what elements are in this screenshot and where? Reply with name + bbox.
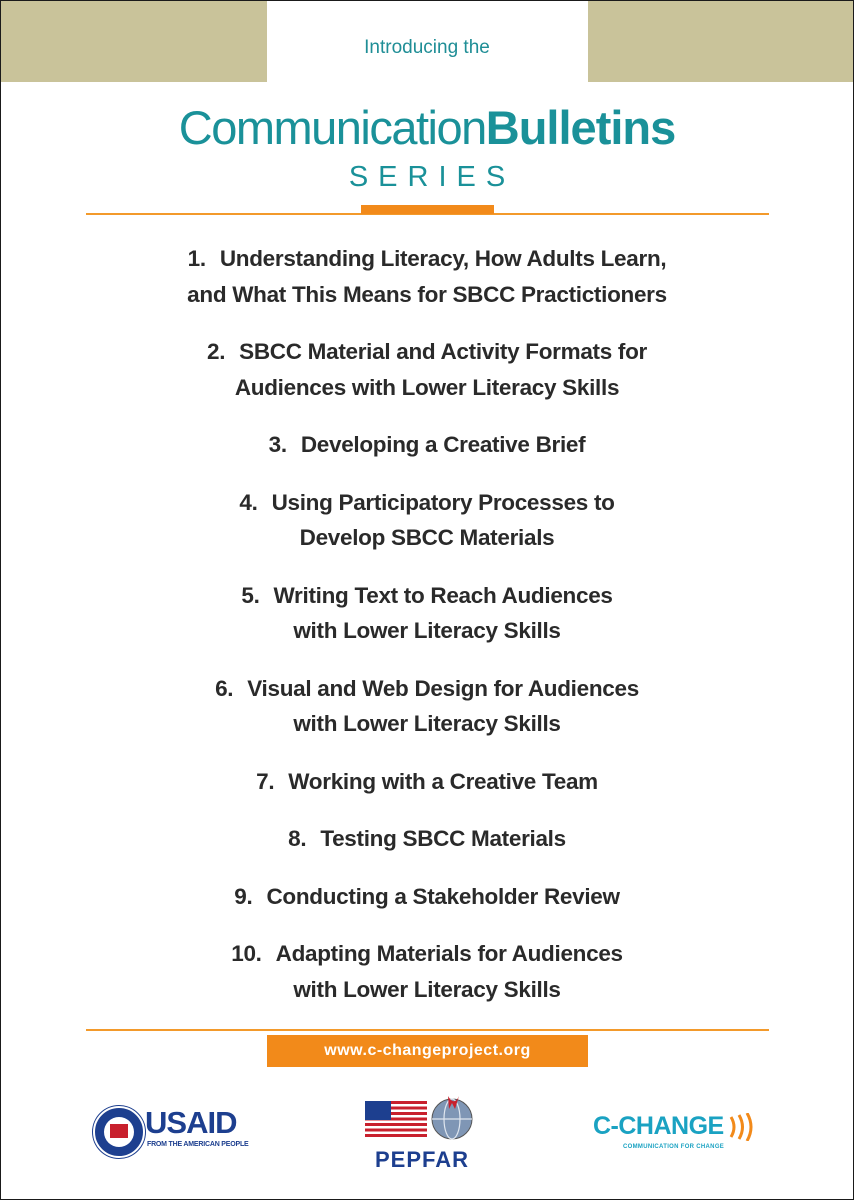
pepfar-name: PEPFAR xyxy=(374,1147,470,1172)
bulletin-title: with Lower Literacy Skills xyxy=(293,976,561,1002)
bulletin-number: 2. xyxy=(206,339,226,364)
bulletin-title: Writing Text to Reach Audiences xyxy=(273,582,613,608)
bulletin-line xyxy=(1,879,853,915)
bulletin-title: with Lower Literacy Skills xyxy=(293,618,561,643)
bulletin-title: Working with a Creative Team xyxy=(288,768,598,794)
title-light: Communication xyxy=(178,101,486,154)
series-subtitle: SERIES xyxy=(348,161,516,193)
bulletin-title: Adapting Materials for Audiences xyxy=(275,941,623,966)
bulletin-item xyxy=(1,821,853,857)
bulletin-item xyxy=(1,936,853,1007)
bulletin-number: 10. xyxy=(231,941,262,966)
bulletin-title: Develop SBCC Materials xyxy=(299,525,555,550)
bulletin-item xyxy=(1,334,853,405)
bulletin-line xyxy=(1,972,853,1008)
bulletin-title: Developing a Creative Brief xyxy=(300,432,586,457)
bulletin-title: Understanding Literacy, How Adults Learn, xyxy=(219,246,667,271)
bulletin-title: Testing SBCC Materials xyxy=(320,826,566,851)
bulletin-number: 9. xyxy=(234,883,253,909)
bulletin-line xyxy=(1,821,853,857)
bulletin-title: Visual and Web Design for Audiences xyxy=(247,675,639,701)
bulletin-line xyxy=(1,706,853,742)
bulletin-line xyxy=(1,671,853,707)
bulletin-title: SBCC Material and Activity Formats for xyxy=(239,339,648,364)
bulletin-title: Using Participatory Processes to xyxy=(271,489,615,515)
us-flag-icon xyxy=(365,1101,427,1137)
logo-row xyxy=(1,1081,853,1191)
bulletin-item xyxy=(1,241,853,312)
cchange-tagline: COMMUNICATION FOR CHANGE xyxy=(623,1144,725,1150)
bulletin-line xyxy=(1,578,853,614)
top-divider-tab xyxy=(361,205,494,214)
bulletin-title: Audiences with Lower Literacy Skills xyxy=(234,374,620,400)
usaid-name: USAID xyxy=(145,1105,237,1140)
bulletin-number: 5. xyxy=(241,582,260,608)
usaid-seal-icon xyxy=(93,1106,145,1158)
bulletin-list xyxy=(1,241,853,1029)
bulletin-title: Conducting a Stakeholder Review xyxy=(266,883,620,909)
bulletin-number: 1. xyxy=(187,246,206,271)
bulletin-line xyxy=(1,241,853,277)
bulletin-line xyxy=(1,764,853,800)
pepfar-logo xyxy=(363,1091,483,1181)
usaid-tagline: FROM THE AMERICAN PEOPLE xyxy=(147,1141,249,1148)
bulletin-line xyxy=(1,520,853,556)
bulletin-line xyxy=(1,613,853,649)
bulletin-item xyxy=(1,485,853,556)
bulletin-number: 7. xyxy=(256,768,275,794)
title-bold: Bulletins xyxy=(485,101,676,154)
bulletin-item xyxy=(1,671,853,742)
cchange-name: C-CHANGE xyxy=(593,1112,724,1140)
intro-text: Introducing the xyxy=(364,37,490,58)
bulletin-title: with Lower Literacy Skills xyxy=(293,711,561,736)
bulletin-line xyxy=(1,277,853,313)
bulletin-item xyxy=(1,764,853,800)
bulletin-number: 4. xyxy=(239,489,258,515)
bulletin-item xyxy=(1,879,853,915)
bulletin-title: and What This Means for SBCC Practictioners xyxy=(187,281,667,307)
bulletin-item xyxy=(1,427,853,463)
page-title xyxy=(1,99,853,157)
website-url[interactable]: www.c-changeproject.org xyxy=(267,1035,588,1067)
bottom-divider xyxy=(86,1029,769,1031)
cchange-logo xyxy=(593,1111,768,1161)
bulletin-line xyxy=(1,485,853,521)
bulletin-line xyxy=(1,334,853,370)
bulletin-item xyxy=(1,578,853,649)
globe-ribbon-icon xyxy=(429,1093,475,1143)
bulletin-line xyxy=(1,370,853,406)
usaid-logo xyxy=(93,1106,253,1156)
signal-waves-icon xyxy=(727,1113,757,1141)
bulletin-number: 3. xyxy=(268,432,287,457)
bulletin-number: 8. xyxy=(288,826,307,851)
bulletin-line xyxy=(1,936,853,972)
bulletin-number: 6. xyxy=(215,675,234,701)
bulletin-line xyxy=(1,427,853,463)
